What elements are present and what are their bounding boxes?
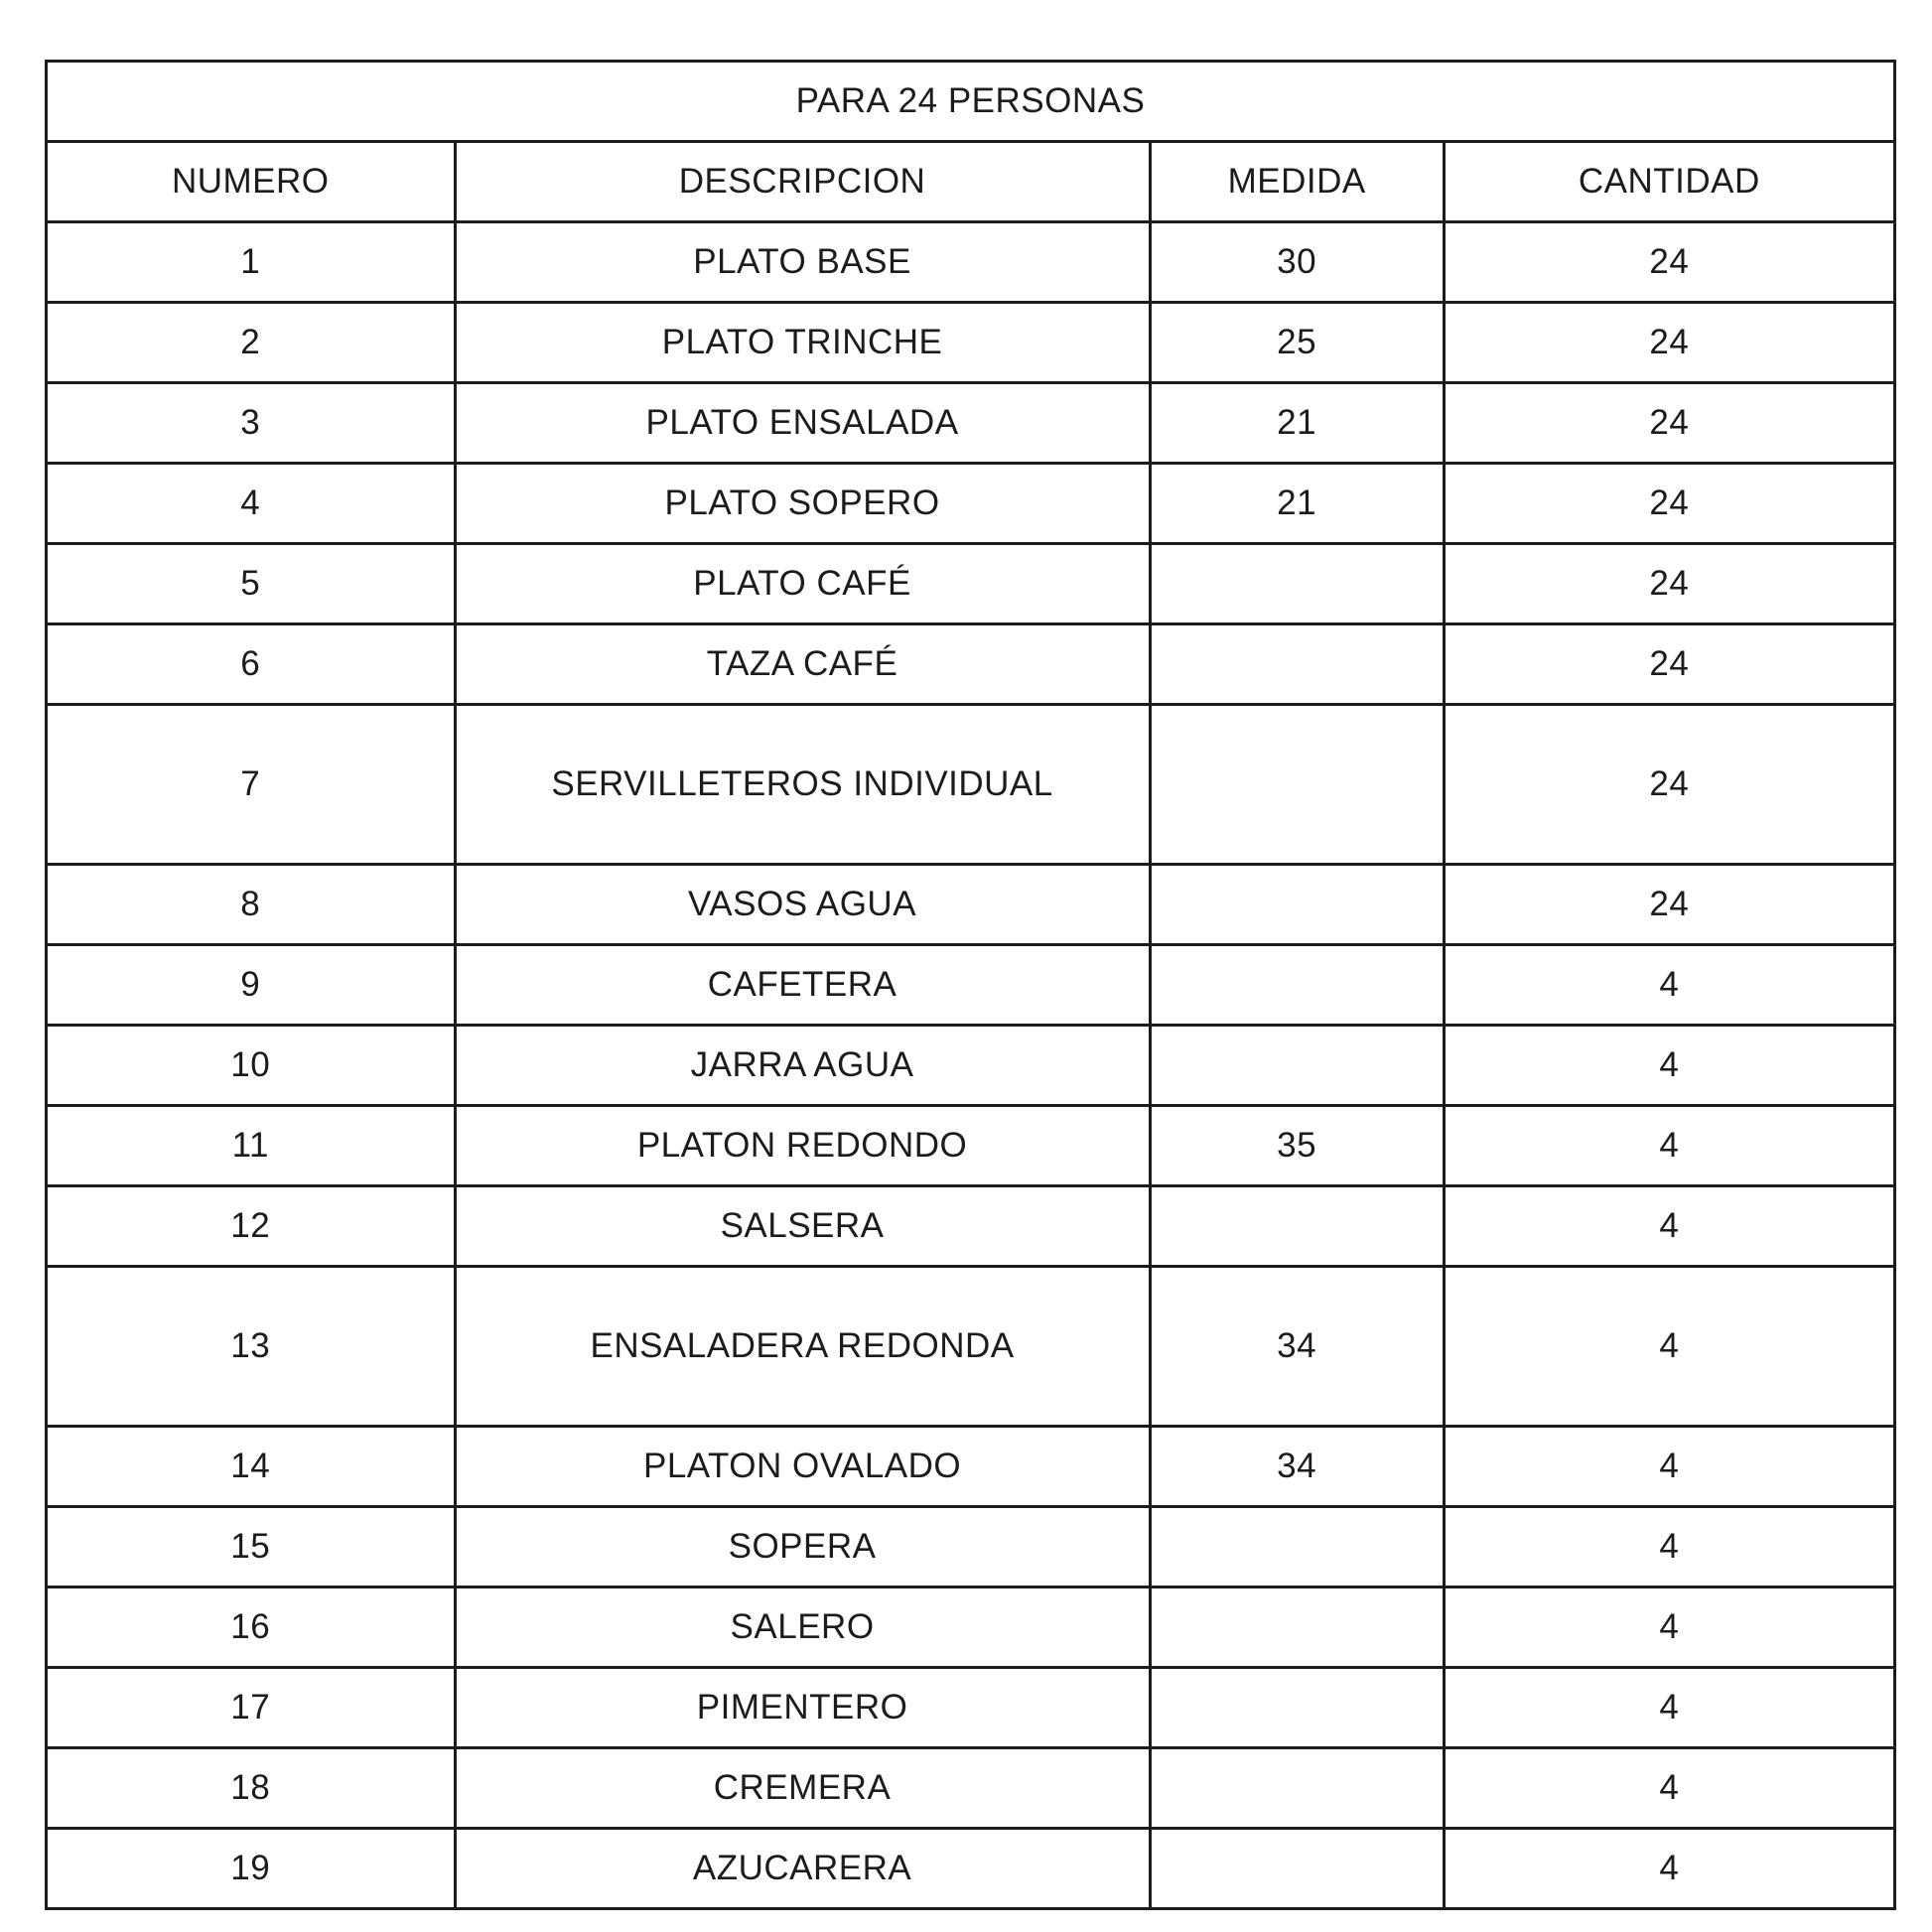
- table-row: [47, 705, 1895, 865]
- cell-medida: [1150, 544, 1444, 624]
- cell-cantidad: 24: [1444, 383, 1894, 464]
- cell-medida: 34: [1150, 1427, 1444, 1507]
- column-header-row: [47, 142, 1895, 222]
- cell-descripcion: CAFETERA: [455, 945, 1150, 1026]
- cell-numero: 9: [47, 945, 456, 1026]
- cell-numero: 7: [47, 705, 456, 865]
- table-row: [47, 1668, 1895, 1748]
- cell-descripcion: PLATO TRINCHE: [455, 303, 1150, 383]
- table-row: [47, 1507, 1895, 1587]
- table-row: [47, 303, 1895, 383]
- cell-cantidad: 4: [1444, 1026, 1894, 1106]
- cell-descripcion: VASOS AGUA: [455, 865, 1150, 945]
- table-title: PARA 24 PERSONAS: [47, 62, 1895, 142]
- cell-descripcion: SALERO: [455, 1587, 1150, 1668]
- cell-cantidad: 4: [1444, 1427, 1894, 1507]
- cell-descripcion: PLATO ENSALADA: [455, 383, 1150, 464]
- cell-cantidad: 24: [1444, 865, 1894, 945]
- cell-medida: [1150, 1668, 1444, 1748]
- cell-numero: 17: [47, 1668, 456, 1748]
- cell-cantidad: 4: [1444, 1829, 1894, 1909]
- table-row: [47, 1026, 1895, 1106]
- table-row: [47, 1427, 1895, 1507]
- cell-numero: 2: [47, 303, 456, 383]
- cell-descripcion: CREMERA: [455, 1748, 1150, 1829]
- table-row: [47, 222, 1895, 303]
- table-row: [47, 1267, 1895, 1427]
- table-row: [47, 1587, 1895, 1668]
- table-row: [47, 624, 1895, 705]
- table-row: [47, 1748, 1895, 1829]
- cell-numero: 8: [47, 865, 456, 945]
- cell-medida: [1150, 1587, 1444, 1668]
- cell-medida: 21: [1150, 464, 1444, 544]
- cell-numero: 3: [47, 383, 456, 464]
- table-body: [47, 222, 1895, 1909]
- cell-medida: 34: [1150, 1267, 1444, 1427]
- cell-medida: [1150, 705, 1444, 865]
- cell-numero: 12: [47, 1186, 456, 1267]
- tableware-inventory-table: [45, 60, 1896, 1910]
- cell-descripcion: PLATO CAFÉ: [455, 544, 1150, 624]
- cell-descripcion: SERVILLETEROS INDIVIDUAL: [455, 705, 1150, 865]
- table-head: [47, 62, 1895, 222]
- column-header-numero: NUMERO: [47, 142, 456, 222]
- cell-numero: 15: [47, 1507, 456, 1587]
- cell-descripcion: SOPERA: [455, 1507, 1150, 1587]
- cell-medida: [1150, 1748, 1444, 1829]
- cell-cantidad: 4: [1444, 1668, 1894, 1748]
- cell-medida: 25: [1150, 303, 1444, 383]
- cell-cantidad: 4: [1444, 1186, 1894, 1267]
- table-row: [47, 1186, 1895, 1267]
- cell-numero: 13: [47, 1267, 456, 1427]
- cell-cantidad: 4: [1444, 1106, 1894, 1186]
- table-row: [47, 1829, 1895, 1909]
- table-row: [47, 865, 1895, 945]
- cell-cantidad: 4: [1444, 1587, 1894, 1668]
- cell-numero: 5: [47, 544, 456, 624]
- cell-cantidad: 24: [1444, 222, 1894, 303]
- cell-cantidad: 4: [1444, 1748, 1894, 1829]
- cell-numero: 19: [47, 1829, 456, 1909]
- column-header-descripcion: DESCRIPCION: [455, 142, 1150, 222]
- cell-medida: [1150, 1507, 1444, 1587]
- cell-cantidad: 4: [1444, 945, 1894, 1026]
- cell-descripcion: PLATON OVALADO: [455, 1427, 1150, 1507]
- cell-numero: 14: [47, 1427, 456, 1507]
- cell-cantidad: 4: [1444, 1267, 1894, 1427]
- cell-medida: 30: [1150, 222, 1444, 303]
- cell-cantidad: 24: [1444, 544, 1894, 624]
- cell-medida: [1150, 624, 1444, 705]
- cell-cantidad: 24: [1444, 705, 1894, 865]
- cell-descripcion: TAZA CAFÉ: [455, 624, 1150, 705]
- title-row: [47, 62, 1895, 142]
- cell-descripcion: SALSERA: [455, 1186, 1150, 1267]
- cell-numero: 18: [47, 1748, 456, 1829]
- cell-medida: [1150, 865, 1444, 945]
- table-row: [47, 383, 1895, 464]
- cell-medida: [1150, 1026, 1444, 1106]
- cell-numero: 16: [47, 1587, 456, 1668]
- cell-medida: [1150, 1829, 1444, 1909]
- table-row: [47, 544, 1895, 624]
- cell-descripcion: PLATO BASE: [455, 222, 1150, 303]
- cell-numero: 6: [47, 624, 456, 705]
- cell-numero: 10: [47, 1026, 456, 1106]
- cell-cantidad: 24: [1444, 464, 1894, 544]
- cell-cantidad: 4: [1444, 1507, 1894, 1587]
- column-header-cantidad: CANTIDAD: [1444, 142, 1894, 222]
- cell-cantidad: 24: [1444, 303, 1894, 383]
- cell-descripcion: PIMENTERO: [455, 1668, 1150, 1748]
- cell-cantidad: 24: [1444, 624, 1894, 705]
- cell-descripcion: ENSALADERA REDONDA: [455, 1267, 1150, 1427]
- column-header-medida: MEDIDA: [1150, 142, 1444, 222]
- table-row: [47, 1106, 1895, 1186]
- cell-descripcion: PLATO SOPERO: [455, 464, 1150, 544]
- table-row: [47, 945, 1895, 1026]
- cell-descripcion: AZUCARERA: [455, 1829, 1150, 1909]
- cell-descripcion: JARRA AGUA: [455, 1026, 1150, 1106]
- cell-numero: 11: [47, 1106, 456, 1186]
- cell-medida: 21: [1150, 383, 1444, 464]
- cell-medida: [1150, 945, 1444, 1026]
- cell-numero: 1: [47, 222, 456, 303]
- cell-numero: 4: [47, 464, 456, 544]
- cell-descripcion: PLATON REDONDO: [455, 1106, 1150, 1186]
- table-row: [47, 464, 1895, 544]
- cell-medida: [1150, 1186, 1444, 1267]
- cell-medida: 35: [1150, 1106, 1444, 1186]
